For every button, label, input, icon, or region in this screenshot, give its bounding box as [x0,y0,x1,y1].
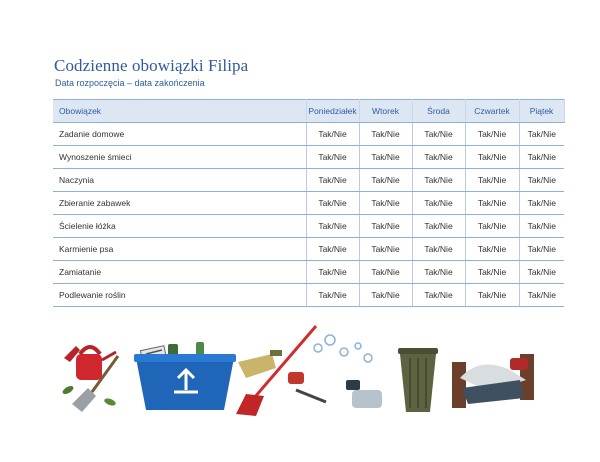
cell-thursday: Tak/Nie [465,261,519,284]
cell-friday: Tak/Nie [519,284,564,307]
header-friday: Piątek [519,100,564,123]
chore-name: Podlewanie roślin [53,284,306,307]
cell-friday: Tak/Nie [519,261,564,284]
cell-friday: Tak/Nie [519,123,564,146]
cell-monday: Tak/Nie [306,215,359,238]
cell-friday: Tak/Nie [519,238,564,261]
cell-tuesday: Tak/Nie [359,284,412,307]
cell-wednesday: Tak/Nie [412,192,465,215]
chore-name: Wynoszenie śmieci [53,146,306,169]
cell-monday: Tak/Nie [306,284,359,307]
cell-monday: Tak/Nie [306,123,359,146]
cell-wednesday: Tak/Nie [412,261,465,284]
table-row [53,284,564,307]
table-header-row [53,100,564,123]
header-thursday: Czwartek [465,100,519,123]
watering-can-icon [64,346,116,380]
chores-illustration [50,318,570,418]
chore-table [53,99,565,307]
cell-thursday: Tak/Nie [465,238,519,261]
cell-wednesday: Tak/Nie [412,238,465,261]
cell-monday: Tak/Nie [306,238,359,261]
table-row [53,123,564,146]
unmade-bed-icon [452,354,534,408]
chore-name: Zamiatanie [53,261,306,284]
dishes-icon [288,372,382,408]
bubbles-icon [314,335,372,362]
page-title: Codzienne obowiązki Filipa [54,56,249,75]
cell-thursday: Tak/Nie [465,146,519,169]
cell-friday: Tak/Nie [519,169,564,192]
date-range: Data rozpoczęcia – data zakończenia [55,78,205,88]
chore-name: Zbieranie zabawek [53,192,306,215]
cell-wednesday: Tak/Nie [412,215,465,238]
table-row [53,261,564,284]
chore-name: Naczynia [53,169,306,192]
cell-thursday: Tak/Nie [465,215,519,238]
cell-friday: Tak/Nie [519,215,564,238]
cell-tuesday: Tak/Nie [359,238,412,261]
chore-name: Zadanie domowe [53,123,306,146]
header-chore: Obowiązek [53,100,306,123]
cell-wednesday: Tak/Nie [412,123,465,146]
cell-wednesday: Tak/Nie [412,169,465,192]
cell-monday: Tak/Nie [306,169,359,192]
cell-thursday: Tak/Nie [465,123,519,146]
chore-name: Ścielenie łóżka [53,215,306,238]
table-row [53,215,564,238]
cell-wednesday: Tak/Nie [412,284,465,307]
table-row [53,169,564,192]
cell-thursday: Tak/Nie [465,284,519,307]
header-monday: Poniedziałek [306,100,359,123]
cell-friday: Tak/Nie [519,192,564,215]
cell-tuesday: Tak/Nie [359,123,412,146]
cell-thursday: Tak/Nie [465,169,519,192]
cell-monday: Tak/Nie [306,146,359,169]
cell-thursday: Tak/Nie [465,192,519,215]
cell-tuesday: Tak/Nie [359,192,412,215]
cell-wednesday: Tak/Nie [412,146,465,169]
trash-can-icon [398,348,438,412]
table-row [53,146,564,169]
chore-name: Karmienie psa [53,238,306,261]
header-wednesday: Środa [412,100,465,123]
cell-tuesday: Tak/Nie [359,215,412,238]
table-row [53,238,564,261]
cell-friday: Tak/Nie [519,146,564,169]
cell-tuesday: Tak/Nie [359,261,412,284]
cell-tuesday: Tak/Nie [359,146,412,169]
header-tuesday: Wtorek [359,100,412,123]
cell-monday: Tak/Nie [306,192,359,215]
table-row [53,192,564,215]
cell-tuesday: Tak/Nie [359,169,412,192]
cell-monday: Tak/Nie [306,261,359,284]
